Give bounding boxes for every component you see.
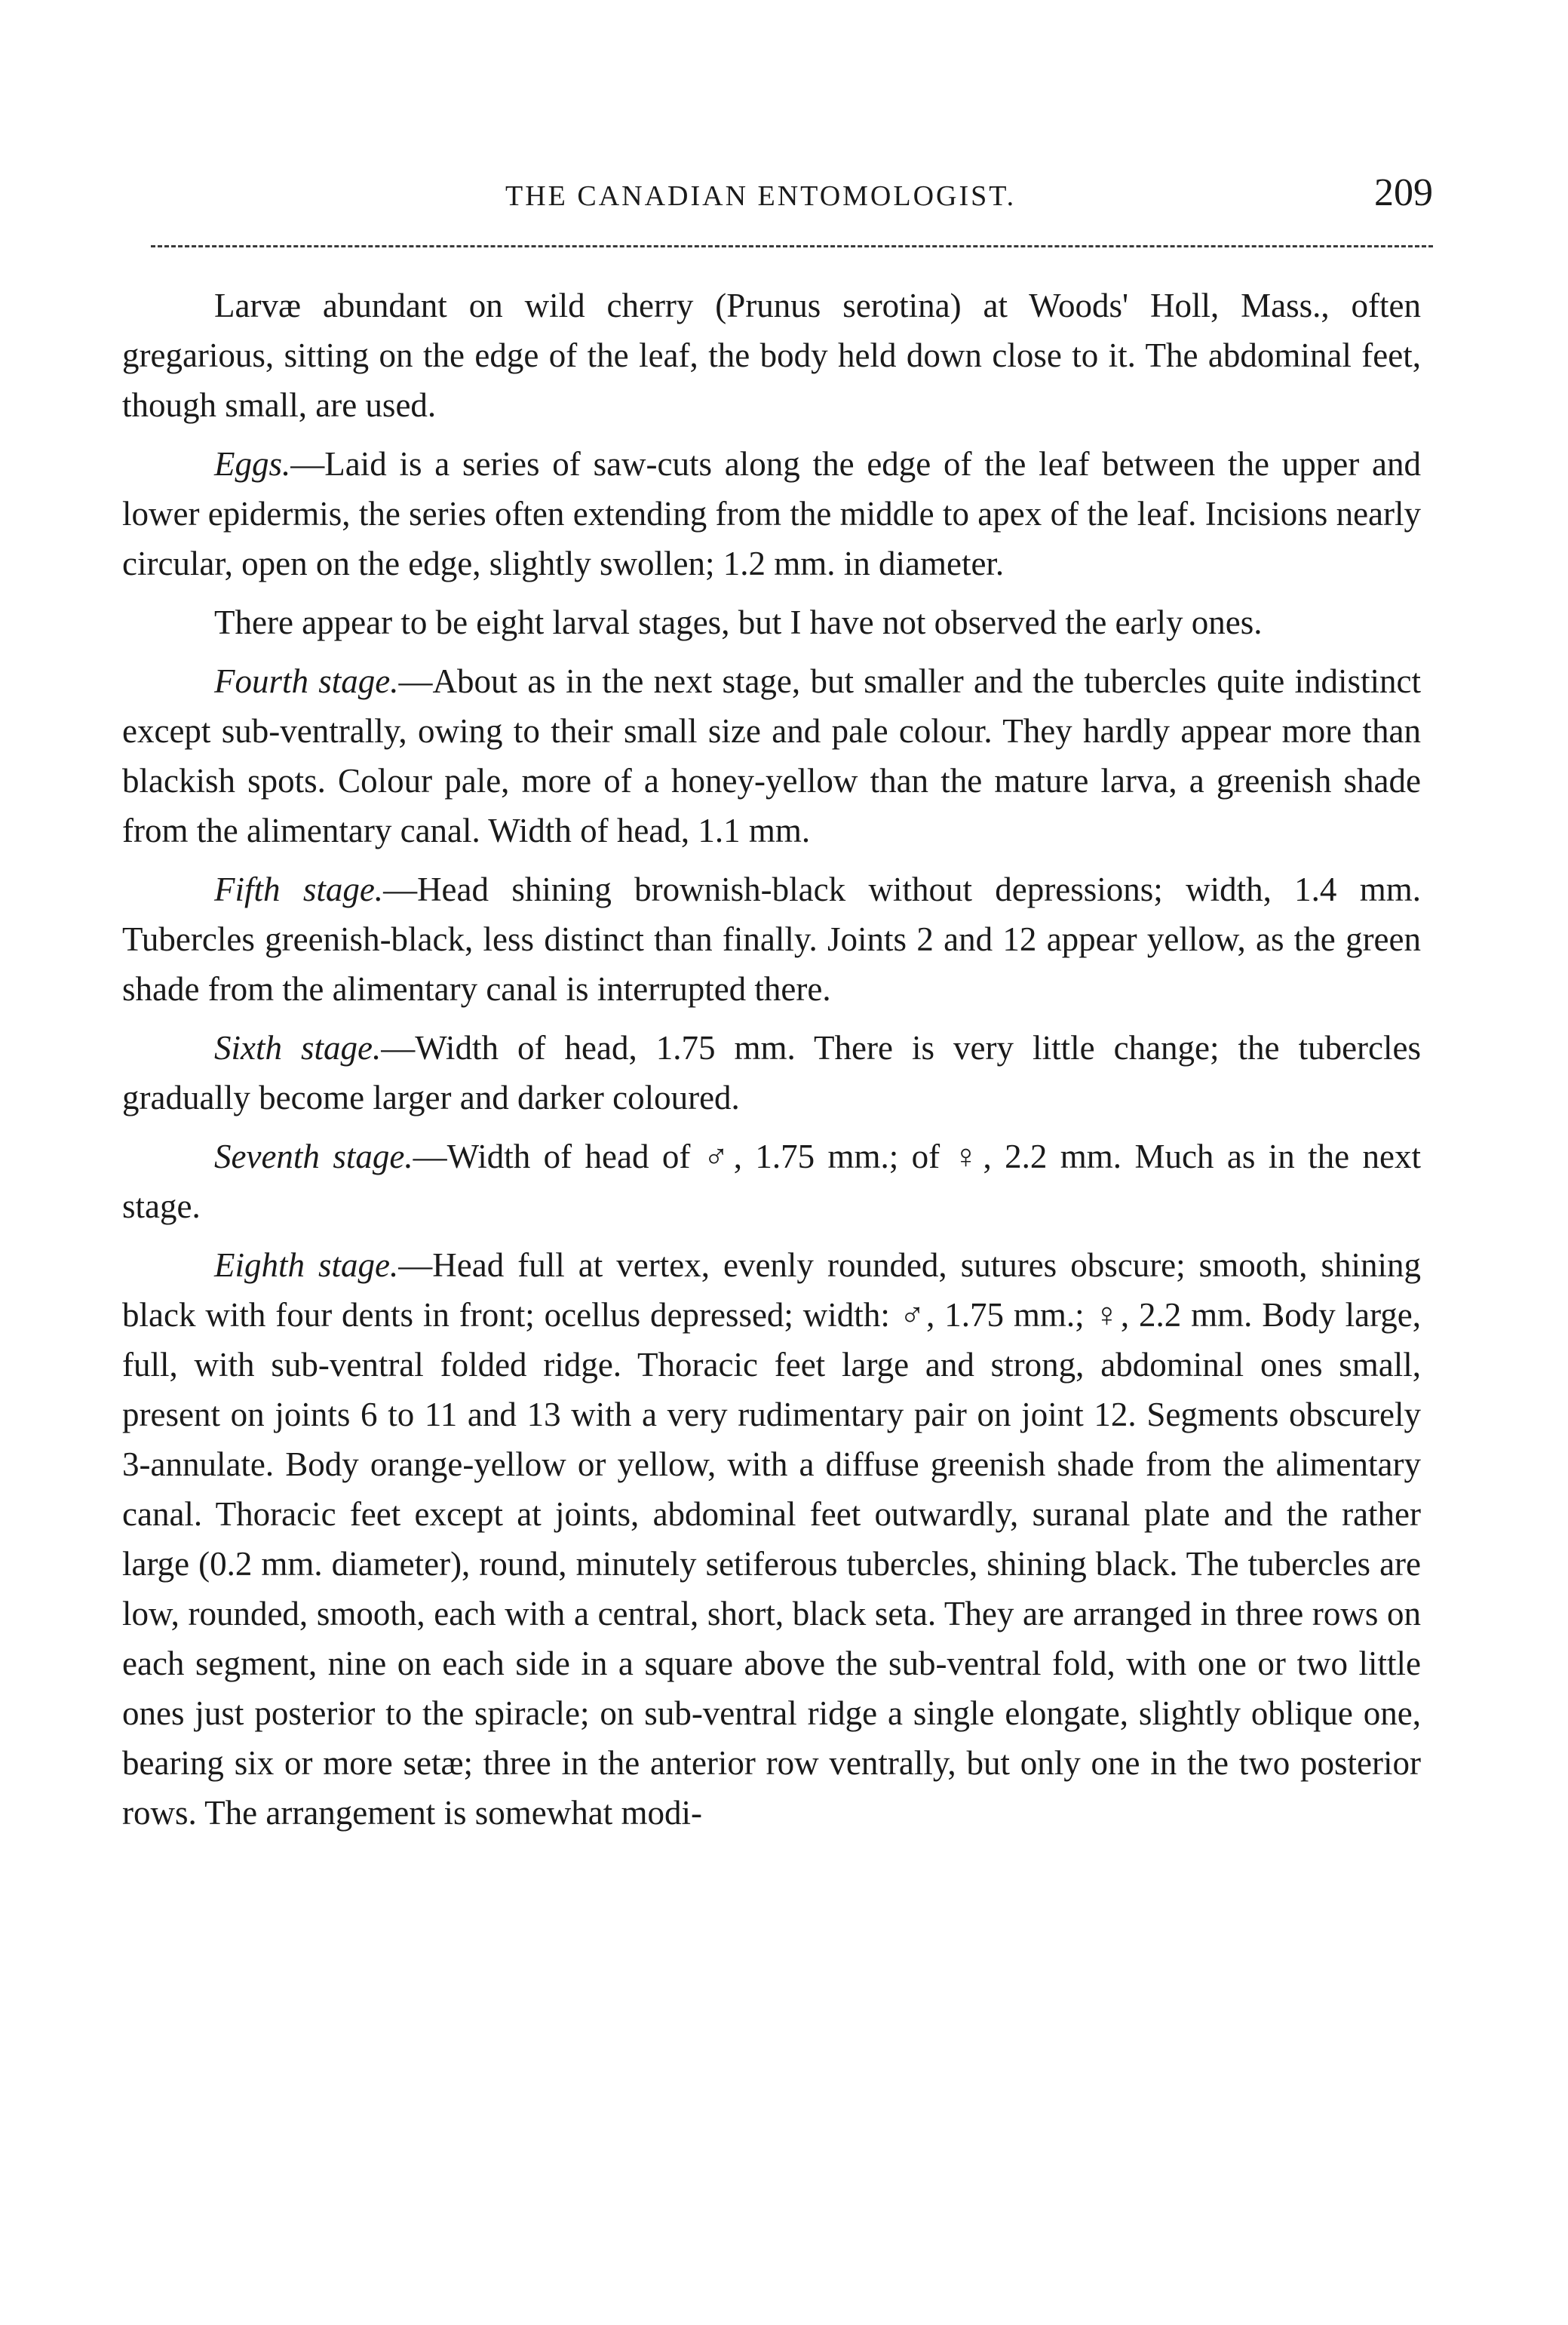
paragraph-lead: Sixth stage. — [214, 1029, 382, 1067]
paragraph-text: —Width of head, 1.75 mm. There is very little change; the tubercles gradually become larger and darker coloured. — [122, 1029, 1421, 1116]
paragraph — [122, 281, 1421, 430]
paragraph-lead: Eighth stage. — [214, 1246, 399, 1284]
paragraph-text: —Head shining brownish-black without depressions; width, 1.4 mm. Tubercles greenish-black, less distinct than finally. Joints 2 and 12 appear yellow, as the green shade from the alimentary canal is interrupted there. — [122, 871, 1421, 1008]
page-number: 209 — [1374, 171, 1433, 214]
body-text — [122, 281, 1421, 1847]
header-rule — [151, 245, 1433, 247]
paragraph-lead: Seventh stage. — [214, 1138, 413, 1175]
paragraph-lead: Fourth stage. — [214, 662, 399, 700]
paragraph-lead: Fifth stage. — [214, 871, 384, 908]
paragraph-text: —Laid is a series of saw-cuts along the edge of the leaf between the upper and lower epidermis, the series often extending from the middle to apex of the leaf. Incisions nearly circular, open on the edge, slightly swollen; 1.2 mm. in diameter. — [122, 445, 1421, 582]
paragraph-text: There appear to be eight larval stages, but I have not observed the early ones. — [214, 604, 1263, 641]
paragraph — [122, 1023, 1421, 1123]
paragraph-lead: Eggs. — [214, 445, 291, 483]
page-header — [128, 171, 1433, 240]
running-head: THE CANADIAN ENTOMOLOGIST. — [505, 180, 1017, 212]
paragraph — [122, 1132, 1421, 1231]
paragraph-text: Larvæ abundant on wild cherry (Prunus serotina) at Woods' Holl, Mass., often gregarious, sitting on the edge of the leaf, the body held down close to it. The abdominal feet, though small, are used. — [122, 287, 1421, 424]
paragraph-text: —Head full at vertex, evenly rounded, sutures obscure; smooth, shining black with four dents in front; ocellus depressed; width: ♂, 1.75 mm.; ♀, 2.2 mm. Body large, full, with sub-ventral folded ridge. Thoracic feet large and strong, abdominal ones small, present on joints 6 to 11 and 13 with a very rudimentary pair on joint 12. Segments obscurely 3-annulate. Body orange-yellow or yellow, with a diffuse greenish shade from the alimentary canal. Thoracic feet except at joints, abdominal feet outwardly, suranal plate and the rather large (0.2 mm. diameter), round, minutely setiferous tubercles, shining black. The tubercles are low, rounded, smooth, each with a central, short, black seta. They are arranged in three rows on each segment, nine on each side in a square above the sub-ventral fold, with one or two little ones just posterior to the spiracle; on sub-ventral ridge a single elongate, slightly oblique one, bearing six or more setæ; three in the anterior row ventrally, but only one in the two posterior rows. The arrangement is somewhat modi- — [122, 1246, 1421, 1832]
paragraph — [122, 597, 1421, 647]
paragraph — [122, 439, 1421, 588]
paragraph — [122, 656, 1421, 855]
paragraph — [122, 865, 1421, 1014]
paragraph-text: —About as in the next stage, but smaller and the tubercles quite indistinct except sub-ventrally, owing to their small size and pale colour. They hardly appear more than blackish spots. Colour pale, more of a honey-yellow than the mature larva, a greenish shade from the alimentary canal. Width of head, 1.1 mm. — [122, 662, 1422, 849]
paragraph — [122, 1240, 1421, 1838]
paragraph-text: —Width of head of ♂, 1.75 mm.; of ♀, 2.2 mm. Much as in the next stage. — [122, 1138, 1421, 1225]
